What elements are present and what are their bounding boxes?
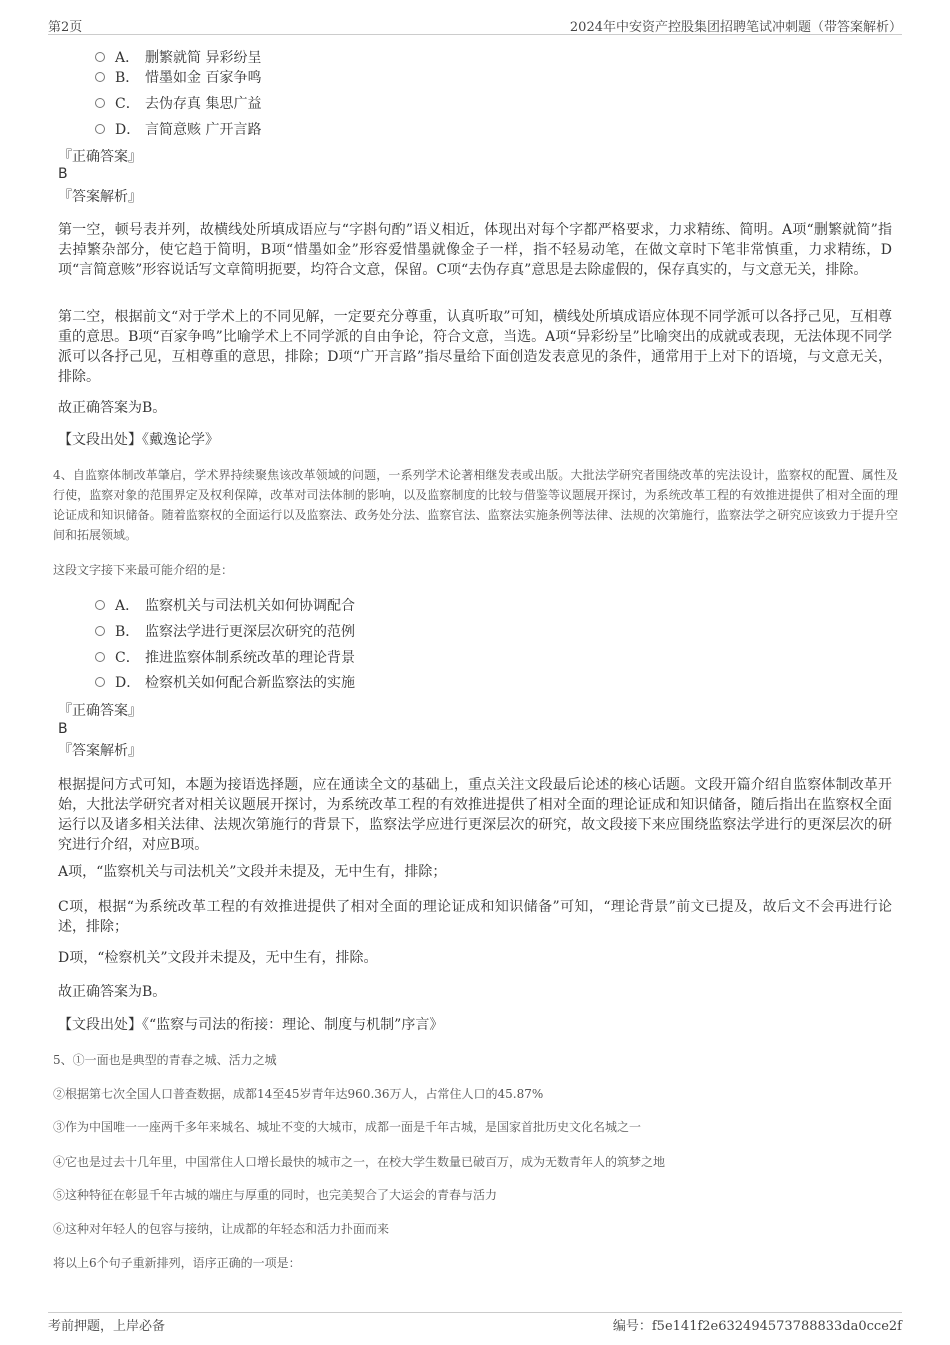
radio-icon[interactable] <box>95 52 105 62</box>
radio-icon[interactable] <box>95 652 105 662</box>
q4-conclusion: 故正确答案为B。 <box>58 984 167 1000</box>
q5-sentence-6: ⑥这种对年轻人的包容与接纳，让成都的年轻态和活力扑面而来 <box>53 1222 390 1236</box>
radio-icon[interactable] <box>95 98 105 108</box>
q4-option-d[interactable]: D． 检察机关如何配合新监察法的实施 <box>95 673 355 693</box>
document-code: 编号：f5e141f2e632494573788833da0cce2f <box>612 1319 902 1334</box>
q4-option-a[interactable]: A． 监察机关与司法机关如何协调配合 <box>95 596 355 616</box>
page-footer <box>48 1312 902 1333</box>
q5-sentence-4: ④它也是过去十几年里，中国常住人口增长最快的城市之一，在校大学生数量已破百万，成为无数青年人的筑梦之地 <box>53 1155 666 1169</box>
q5-sentence-2: ②根据第七次全国人口普查数据，成都14至45岁青年达960.36万人，占常住人口的45.87% <box>53 1087 544 1101</box>
page-header <box>48 14 902 35</box>
q5-sentence-3: ③作为中国唯一一座两千多年来城名、城址不变的大城市，成都一面是千年古城，是国家首批历史文化名城之一 <box>53 1120 642 1134</box>
q3-analysis-para-2: 第二空，根据前文“对于学术上的不同见解，一定要充分尊重，认真听取”可知，横线处所填成语应体现不同学派可以各抒己见，互相尊重的意思。B项“百家争鸣”比喻学术上不同学派的自由争论，符合文意，当选。A项“异彩纷呈”比喻突出的成就或表现，无法体现不同学派可以各抒己见，互相尊重的意思，排除；D项“广开言路”指尽量给下面创造发表意见的条件，通常用于上对下的语境，与文意无关，排除。 <box>58 309 892 385</box>
q3-source: 【文段出处】《戴逸论学》 <box>58 432 219 448</box>
q5-sentence-1: 5、①一面也是典型的青春之城、活力之城 <box>53 1053 277 1067</box>
radio-icon[interactable] <box>95 124 105 134</box>
radio-icon[interactable] <box>95 600 105 610</box>
q3-answer: B <box>58 166 68 182</box>
page-number: 第2页 <box>48 20 83 35</box>
q3-conclusion: 故正确答案为B。 <box>58 400 167 416</box>
q3-option-d[interactable]: D． 言简意赅 广开言路 <box>95 120 261 140</box>
q4-analysis-para-4: D项，“检察机关”文段并未提及，无中生有，排除。 <box>58 950 378 966</box>
q4-option-b[interactable]: B． 监察法学进行更深层次研究的范例 <box>95 622 355 642</box>
radio-icon[interactable] <box>95 626 105 636</box>
q4-option-c[interactable]: C． 推进监察体制系统改革的理论背景 <box>95 648 355 668</box>
q3-option-a[interactable]: A． 删繁就简 异彩纷呈 <box>95 48 261 68</box>
q4-analysis-para-3: C项，根据“为系统改革工程的有效推进提供了相对全面的理论证成和知识储备”可知，“理论背景”前文已提及，故后文不会再进行论述，排除； <box>58 899 892 935</box>
radio-icon[interactable] <box>95 72 105 82</box>
q4-analysis-label: 『答案解析』 <box>58 743 142 759</box>
radio-icon[interactable] <box>95 677 105 687</box>
q3-analysis-para-1: 第一空，顿号表并列，故横线处所填成语应与“字斟句酌”语义相近，体现出对每个字都严格要求，力求精练、简明。A项“删繁就简”指去掉繁杂部分，使它趋于简明，B项“惜墨如金”形容爱惜墨就像金子一样，指不轻易动笔，在做文章时下笔非常慎重，力求精练，D项“言简意赅”形容说话写文章简明扼要，均符合文意，保留。C项“去伪存真”意思是去除虚假的，保存真实的，与文意无关，排除。 <box>58 222 892 278</box>
document-title: 2024年中安资产控股集团招聘笔试冲刺题（带答案解析） <box>569 20 902 35</box>
q4-source: 【文段出处】《“监察与司法的衔接：理论、制度与机制”序言》 <box>58 1017 444 1033</box>
q3-option-c[interactable]: C． 去伪存真 集思广益 <box>95 94 261 114</box>
q4-answer: B <box>58 721 68 737</box>
q5-prompt: 将以上6个句子重新排列，语序正确的一项是： <box>53 1256 301 1270</box>
q4-question-text: 4、自监察体制改革肇启，学术界持续聚焦该改革领域的问题，一系列学术论著相继发表或出版。大批法学研究者围绕改革的宪法设计，监察权的配置、属性及行使，监察对象的范围界定及权利保障，改革对司法体制的影响，以及监察制度的比较与借鉴等议题展开探讨，为系统改革工程的有效推进提供了相对全面的理论证成和知识储备。随着监察权的全面运行以及监察法、政务处分法、监察官法、监察法实施条例等法律、法规的次第施行，监察法学之研究应该致力于提升空间和拓展领域。 <box>53 468 898 542</box>
q4-answer-label: 『正确答案』 <box>58 703 142 719</box>
q4-prompt: 这段文字接下来最可能介绍的是： <box>53 563 234 577</box>
q3-option-b[interactable]: B． 惜墨如金 百家争鸣 <box>95 68 261 88</box>
q5-sentence-5: ⑤这种特征在彰显千年古城的端庄与厚重的同时，也完美契合了大运会的青春与活力 <box>53 1188 498 1202</box>
q4-analysis-para-1: 根据提问方式可知，本题为接语选择题，应在通读全文的基础上，重点关注文段最后论述的核心话题。文段开篇介绍自监察体制改革开始，大批法学研究者对相关议题展开探讨，为系统改革工程的有效推进提供了相对全面的理论证成和知识储备，随后指出在监察权全面运行以及诸多相关法律、法规次第施行的背景下，监察法学应进行更深层次的研究，故文段接下来应围绕监察法学进行的更深层次的研究进行介绍，对应B项。 <box>58 777 892 853</box>
q3-analysis-label: 『答案解析』 <box>58 189 142 205</box>
q4-analysis-para-2: A项，“监察机关与司法机关”文段并未提及，无中生有，排除； <box>58 864 447 880</box>
footer-slogan: 考前押题，上岸必备 <box>48 1319 166 1334</box>
q3-answer-label: 『正确答案』 <box>58 149 142 165</box>
